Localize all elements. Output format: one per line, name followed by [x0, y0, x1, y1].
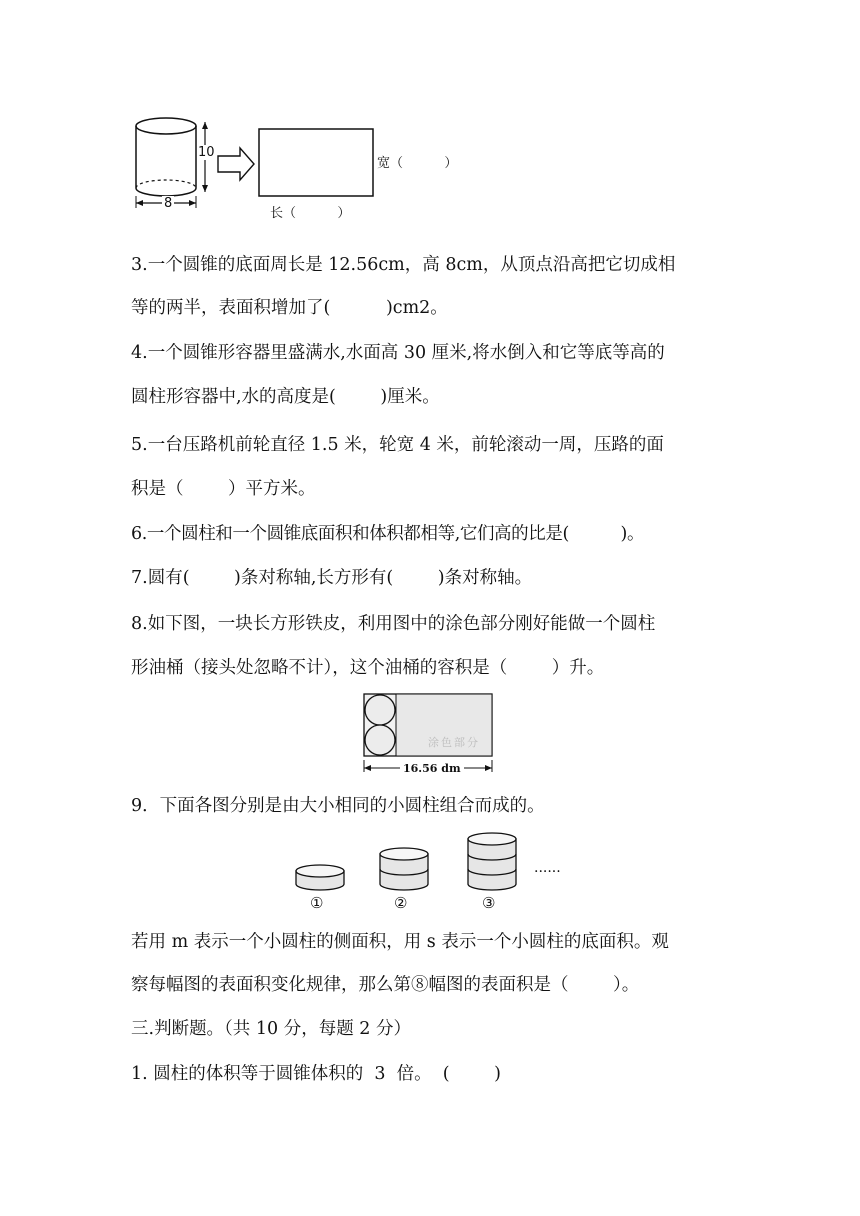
question-3-line-2: 等的两半，表面积增加了( )cm2。	[131, 298, 448, 318]
diameter-label: 8	[164, 196, 173, 211]
length-label: 长（ ）	[270, 206, 351, 221]
iron-sheet-figure	[360, 692, 500, 778]
stacked-cylinders-figure	[290, 828, 580, 918]
section-3-heading: 三.判断题。（共 10 分，每题 2 分）	[131, 1019, 411, 1039]
width-label: 宽（ ）	[377, 156, 458, 171]
shaded-area-label: 涂色部分	[428, 736, 480, 749]
question-9-line-3: 察每幅图的表面积变化规律，那么第⑧幅图的表面积是（ ）。	[131, 975, 640, 995]
question-9-line-2: 若用 m 表示一个小圆柱的侧面积，用 s 表示一个小圆柱的底面积。观	[131, 932, 669, 952]
figure-label-3: ③	[482, 894, 496, 912]
question-8-line-1: 8.如下图，一块长方形铁皮，利用图中的涂色部分刚好能做一个圆柱	[131, 614, 656, 634]
figure-label-2: ②	[394, 894, 408, 912]
figure-label-1: ①	[310, 894, 324, 912]
ellipsis: ......	[534, 860, 561, 876]
question-7-line-1: 7.圆有( )条对称轴,长方形有( )条对称轴。	[131, 568, 533, 588]
cylinder-unfold-figure	[128, 112, 488, 224]
question-5-line-1: 5.一台压路机前轮直径 1.5 米，轮宽 4 米，前轮滚动一周，压路的面	[131, 435, 664, 455]
judgment-item-1: 1. 圆柱的体积等于圆锥体积的 3 倍。 ( )	[131, 1064, 501, 1084]
question-5-line-2: 积是（ ）平方米。	[131, 479, 316, 499]
height-label: 10	[198, 145, 215, 160]
question-9-line-1: 9．下面各图分别是由大小相同的小圆柱组合而成的。	[131, 796, 545, 816]
question-6-line-1: 6.一个圆柱和一个圆锥底面积和体积都相等,它们高的比是( )。	[131, 524, 645, 544]
question-4-line-1: 4.一个圆锥形容器里盛满水,水面高 30 厘米,将水倒入和它等底等高的	[131, 343, 665, 363]
sheet-length-label: 16.56 dm	[400, 762, 464, 775]
question-4-line-2: 圆柱形容器中,水的高度是( )厘米。	[131, 387, 440, 407]
question-3-line-1: 3.一个圆锥的底面周长是 12.56cm，高 8cm，从顶点沿高把它切成相	[131, 255, 676, 275]
question-8-line-2: 形油桶（接头处忽略不计），这个油桶的容积是（ ）升。	[131, 658, 605, 678]
